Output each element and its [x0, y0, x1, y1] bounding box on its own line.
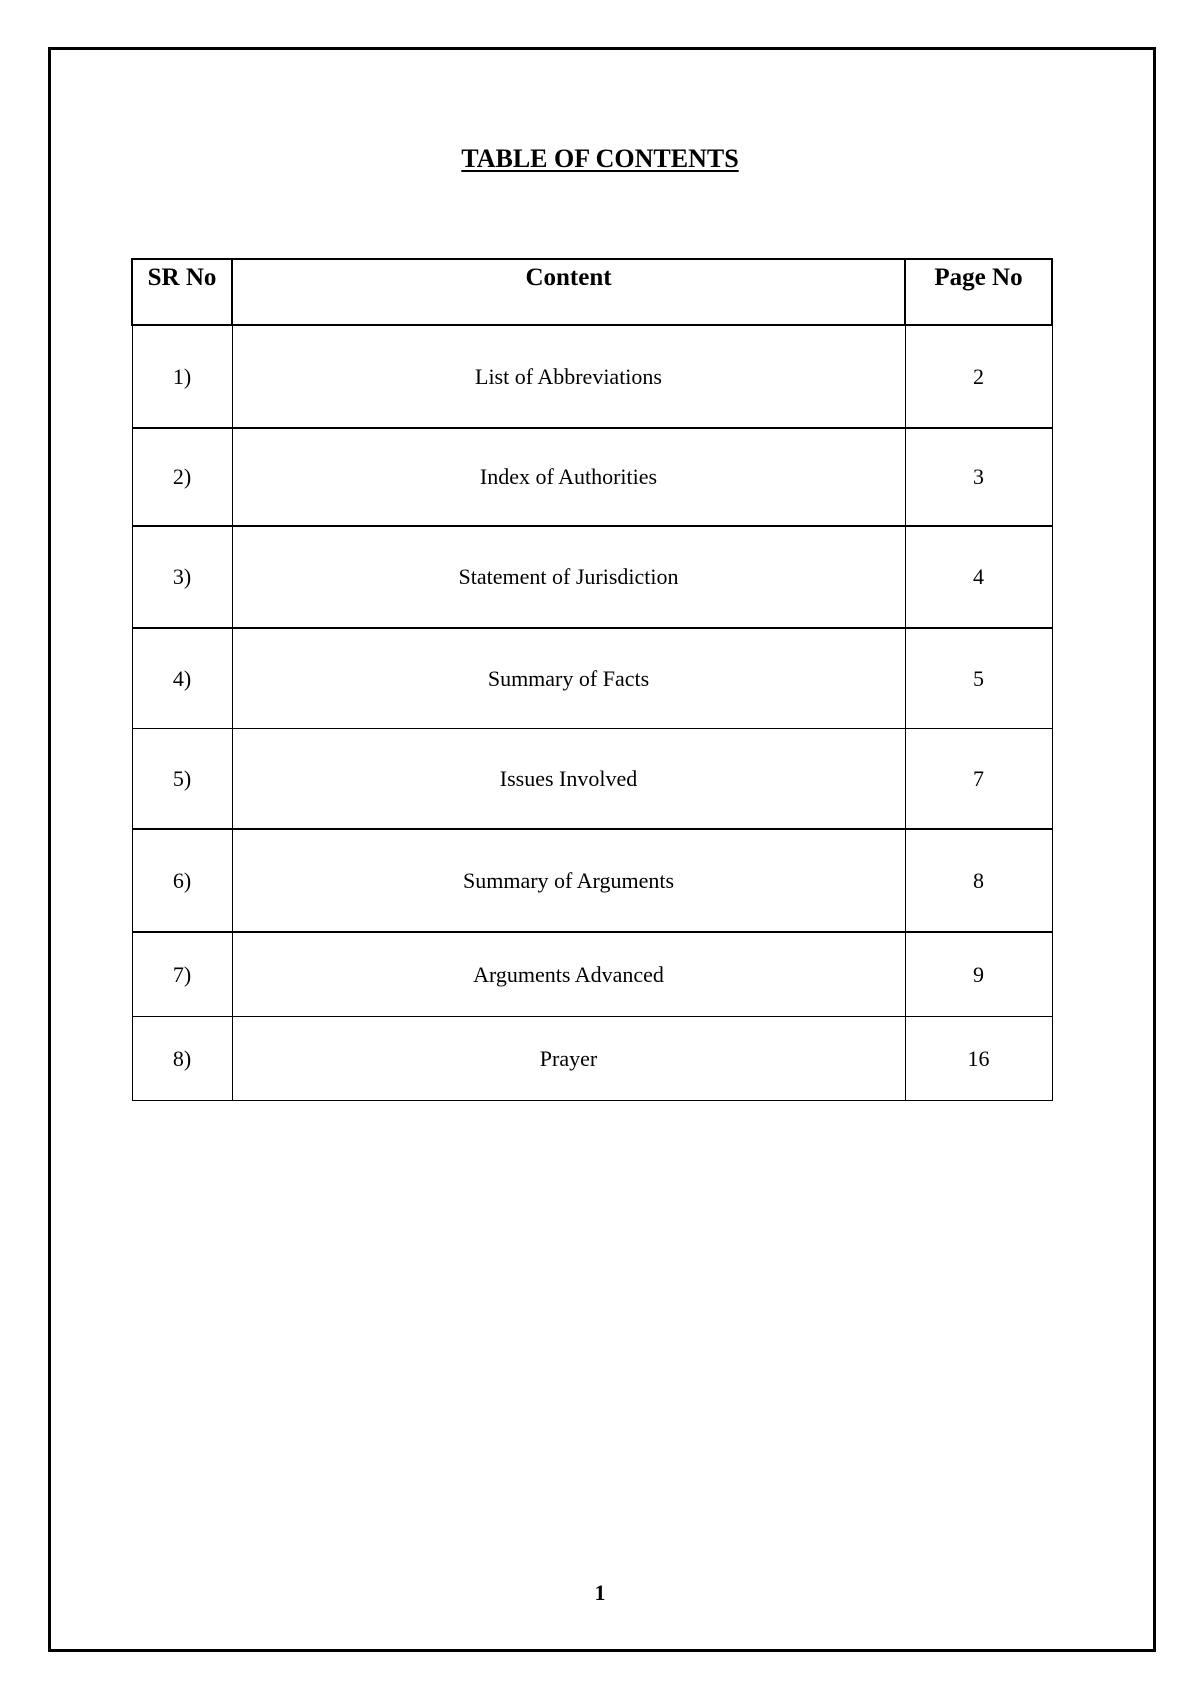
- cell-sr-no: 1): [132, 325, 232, 428]
- cell-page-no: 7: [905, 729, 1052, 830]
- page-title-text: TABLE OF CONTENTS: [461, 144, 739, 173]
- table-row: [132, 932, 1052, 1017]
- table-row: [132, 428, 1052, 526]
- cell-content: Prayer: [232, 1017, 905, 1101]
- table-row: [132, 628, 1052, 729]
- cell-sr-no: 7): [132, 932, 232, 1017]
- cell-page-no: 2: [905, 325, 1052, 428]
- cell-sr-no: 5): [132, 729, 232, 830]
- cell-page-no: 9: [905, 932, 1052, 1017]
- cell-content: Issues Involved: [232, 729, 905, 830]
- cell-page-no: 8: [905, 829, 1052, 932]
- column-header-content: Content: [232, 259, 905, 325]
- cell-content: Arguments Advanced: [232, 932, 905, 1017]
- cell-sr-no: 6): [132, 829, 232, 932]
- page-number: 1: [594, 1580, 606, 1605]
- cell-sr-no: 4): [132, 628, 232, 729]
- cell-content: Summary of Facts: [232, 628, 905, 729]
- cell-page-no: 16: [905, 1017, 1052, 1101]
- cell-sr-no: 3): [132, 526, 232, 628]
- cell-content: List of Abbreviations: [232, 325, 905, 428]
- cell-page-no: 4: [905, 526, 1052, 628]
- table-row: [132, 729, 1052, 830]
- cell-page-no: 3: [905, 428, 1052, 526]
- column-header-page-no: Page No: [905, 259, 1052, 325]
- table-header-row: [132, 259, 1052, 325]
- cell-sr-no: 8): [132, 1017, 232, 1101]
- cell-content: Statement of Jurisdiction: [232, 526, 905, 628]
- table-row: [132, 1017, 1052, 1101]
- table-of-contents: [131, 258, 1053, 1101]
- table-row: [132, 526, 1052, 628]
- cell-sr-no: 2): [132, 428, 232, 526]
- page-title: [0, 144, 1200, 174]
- column-header-sr-no: SR No: [132, 259, 232, 325]
- table-row: [132, 829, 1052, 932]
- cell-content: Summary of Arguments: [232, 829, 905, 932]
- table-row: [132, 325, 1052, 428]
- cell-content: Index of Authorities: [232, 428, 905, 526]
- cell-page-no: 5: [905, 628, 1052, 729]
